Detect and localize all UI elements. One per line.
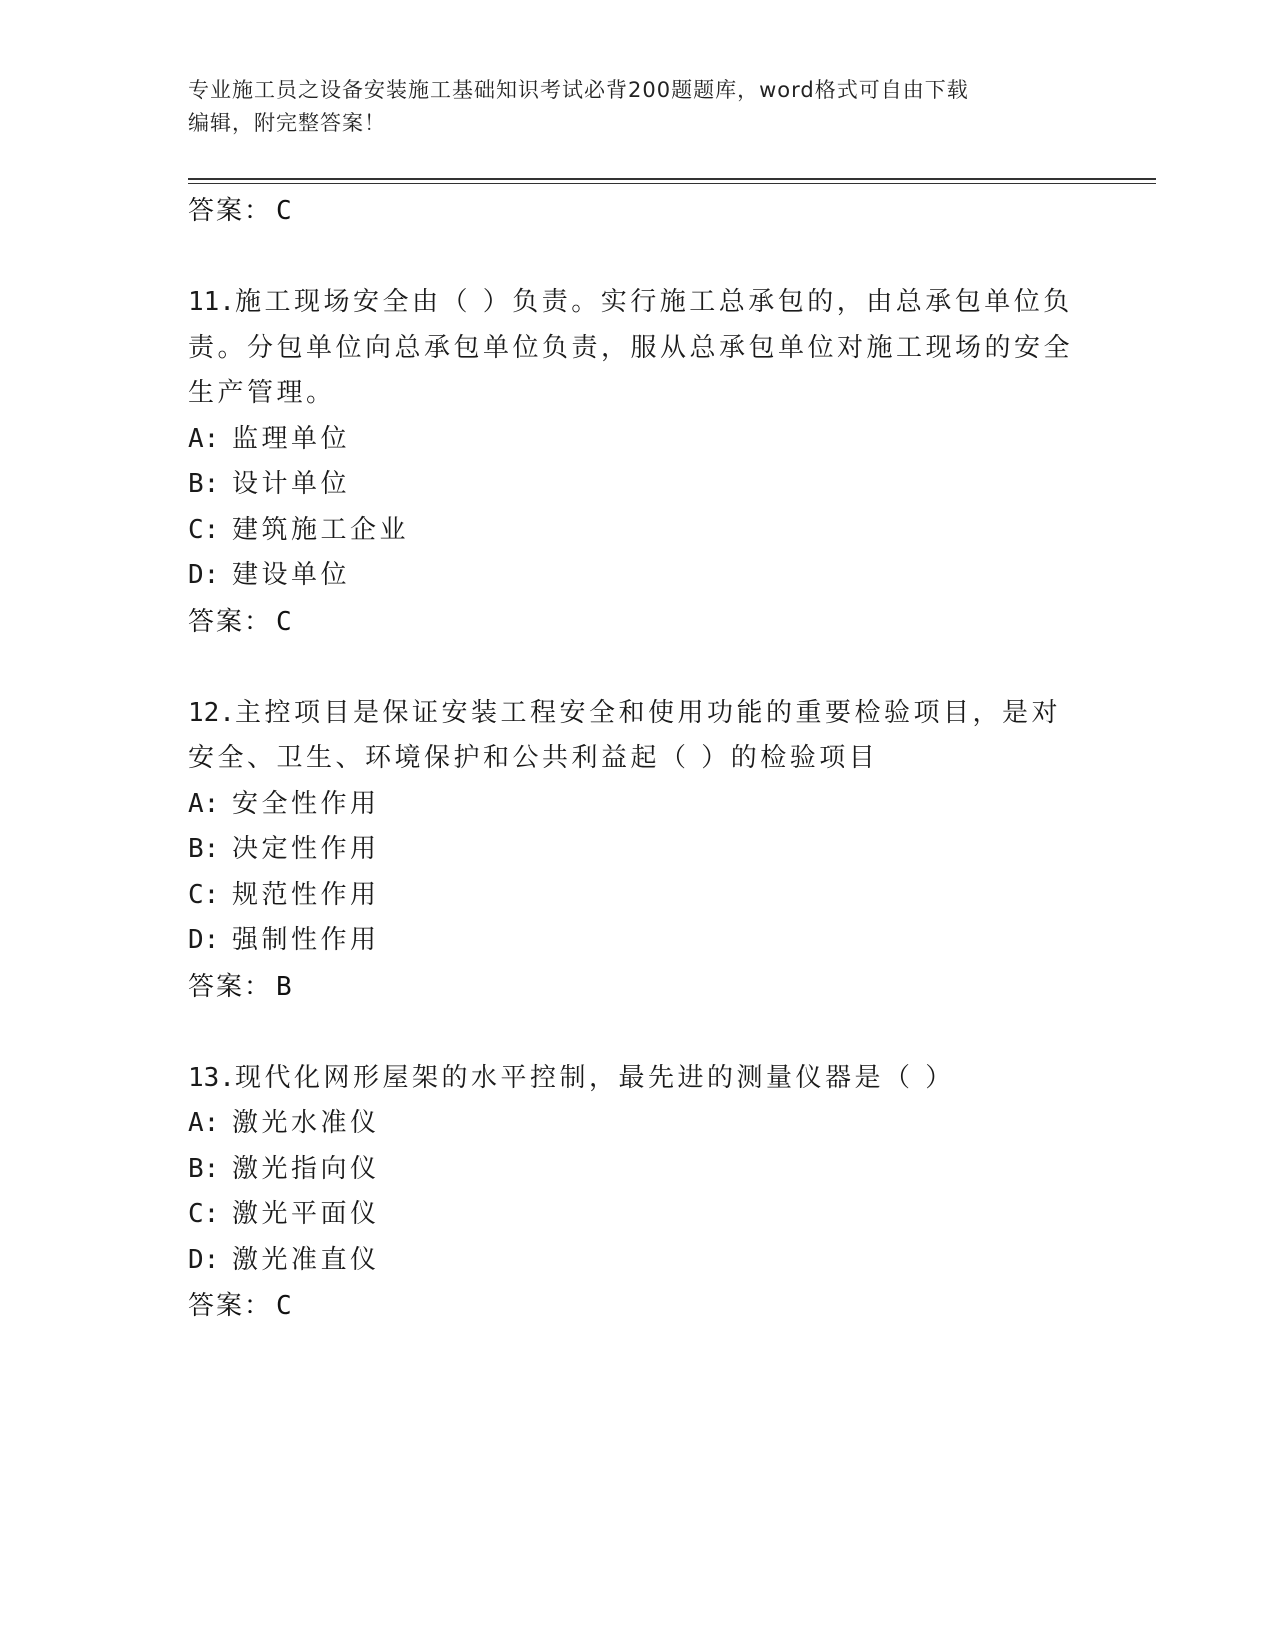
option-text: 设计单位 (232, 469, 351, 499)
option-b (188, 462, 1088, 508)
header-divider-thin (188, 183, 1156, 184)
option-d (188, 1238, 1088, 1284)
option-text: 建设单位 (232, 560, 351, 590)
option-letter: D: (188, 1244, 220, 1275)
answer-label: 答案： (188, 1291, 273, 1321)
option-letter: B: (188, 1153, 220, 1184)
option-c (188, 508, 1088, 554)
header-divider (188, 178, 1156, 180)
option-text: 监理单位 (232, 423, 351, 454)
option-text: 安全性作用 (232, 788, 380, 819)
answer-line (188, 964, 1088, 1010)
header-title-line-1: 专业施工员之设备安装施工基础知识考试必背200题题库，word格式可自由下载 (188, 78, 969, 102)
question-number: 12. (188, 697, 235, 728)
answer-label: 答案： (188, 196, 273, 226)
option-letter: D: (188, 560, 220, 590)
question-text (188, 691, 1088, 782)
option-letter: C: (188, 879, 220, 910)
question-number: 11. (188, 287, 235, 317)
option-letter: C: (188, 514, 220, 545)
answer-value: C (276, 1291, 294, 1321)
option-letter: A: (188, 423, 220, 454)
document-body (188, 188, 1088, 1375)
option-letter: D: (188, 925, 220, 955)
answer-value: C (276, 606, 294, 637)
option-letter: A: (188, 788, 220, 819)
answer-label: 答案： (188, 606, 273, 637)
question-stem: 施工现场安全由（ ）负责。实行施工总承包的，由总承包单位负责。分包单位向总承包单位负责，服从总承包单位对施工现场的安全生产管理。 (188, 287, 1074, 408)
option-a (188, 417, 1088, 463)
option-c (188, 873, 1088, 919)
question-item (188, 280, 1088, 645)
option-text: 激光准直仪 (232, 1244, 380, 1275)
question-number: 13. (188, 1062, 235, 1093)
option-text: 激光平面仪 (232, 1199, 380, 1229)
question-item (188, 691, 1088, 1010)
option-letter: B: (188, 469, 220, 499)
option-b (188, 827, 1088, 873)
option-b (188, 1147, 1088, 1193)
option-d (188, 918, 1088, 964)
option-a (188, 1101, 1088, 1147)
answer-line (188, 1283, 1088, 1329)
question-text (188, 280, 1088, 417)
option-text: 激光水准仪 (232, 1108, 380, 1138)
answer-label: 答案： (188, 971, 273, 1002)
answer-line (188, 188, 1088, 234)
answer-value: B (276, 971, 294, 1002)
question-stem: 现代化网形屋架的水平控制，最先进的测量仪器是（ ） (234, 1062, 955, 1093)
question-item (188, 1056, 1088, 1330)
option-text: 规范性作用 (232, 879, 380, 910)
option-letter: A: (188, 1108, 220, 1138)
option-letter: B: (188, 834, 220, 864)
answer-value: C (276, 196, 294, 226)
answer-line (188, 599, 1088, 645)
option-a (188, 782, 1088, 828)
option-text: 决定性作用 (232, 834, 380, 864)
option-text: 强制性作用 (232, 925, 380, 955)
option-letter: C: (188, 1199, 220, 1229)
option-c (188, 1192, 1088, 1238)
header-title-line-2: 编辑，附完整答案！ (188, 111, 386, 135)
option-text: 建筑施工企业 (232, 514, 410, 545)
document-header (188, 74, 1088, 140)
question-text (188, 1056, 1088, 1102)
option-d (188, 553, 1088, 599)
question-stem: 主控项目是保证安装工程安全和使用功能的重要检验项目，是对安全、卫生、环境保护和公共利益起（ ）的检验项目 (188, 697, 1061, 773)
option-text: 激光指向仪 (232, 1153, 380, 1184)
